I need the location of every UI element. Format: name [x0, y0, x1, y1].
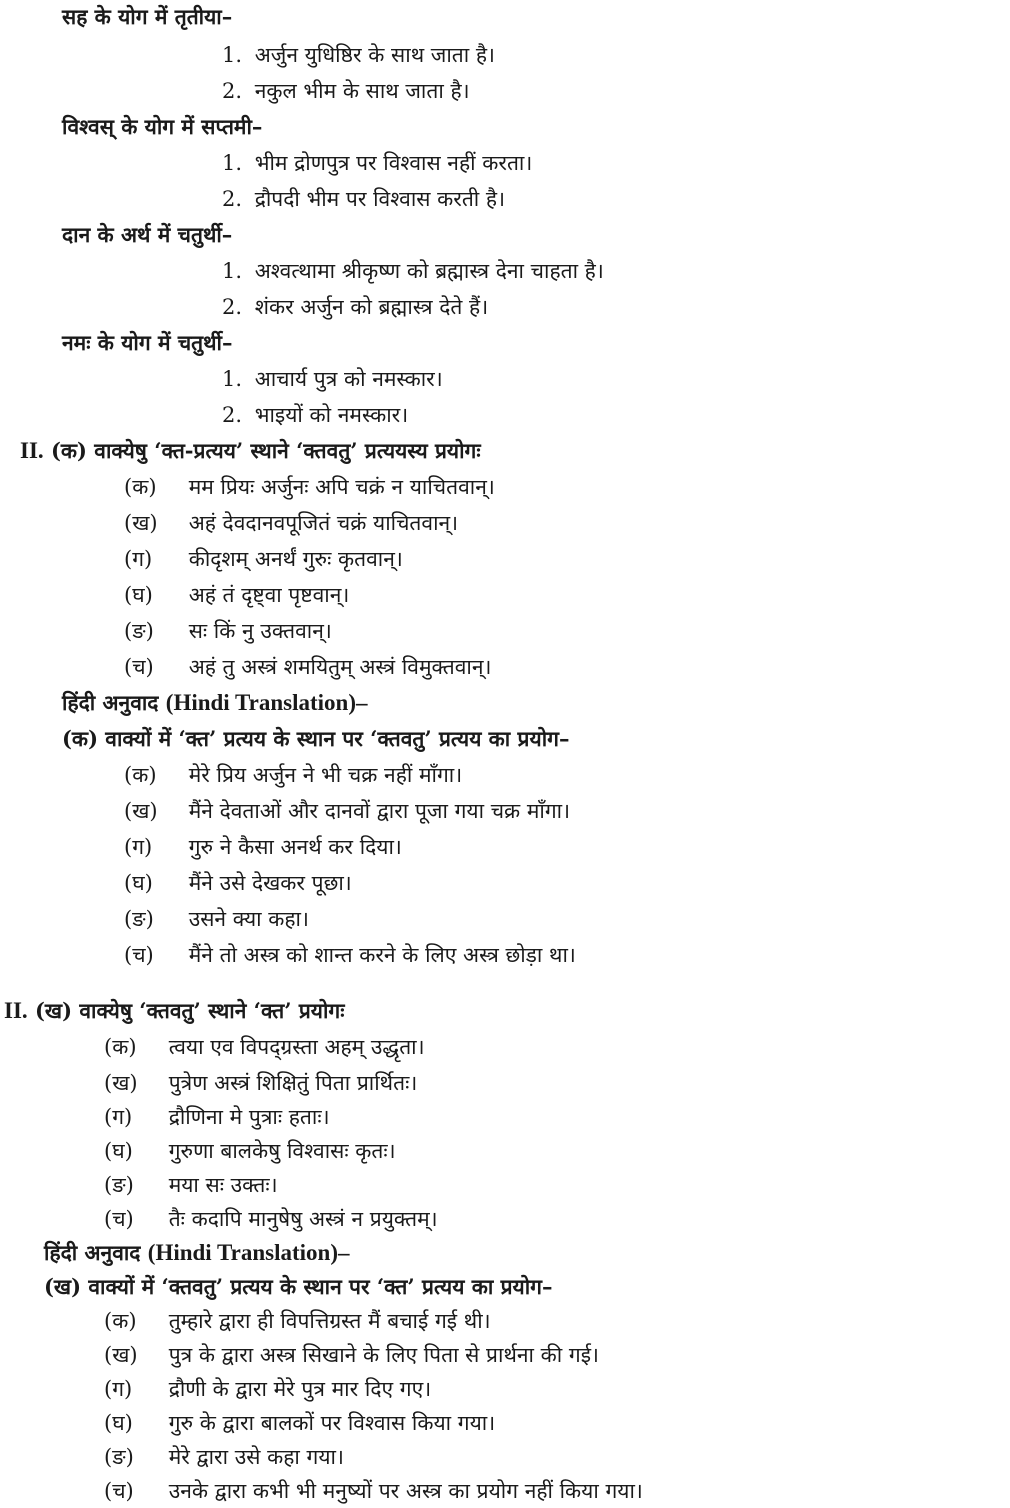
list-item: [104, 1204, 438, 1234]
item-text: तैः कदापि मानुषेषु अस्त्रं न प्रयुक्तम्।: [168, 1207, 438, 1231]
item-label: (क): [104, 1309, 137, 1333]
list-item: [124, 580, 349, 610]
item-label: (ग): [124, 835, 153, 859]
list-item: [222, 40, 495, 70]
list-item: [124, 544, 403, 574]
item-label: (ङ): [124, 907, 154, 931]
item-number: 2.: [222, 187, 243, 211]
list-item: [104, 1102, 330, 1132]
item-text: सः किं नु उक्तवान्।: [188, 619, 332, 643]
list-item: [124, 652, 491, 682]
item-text: द्रौणिना मे पुत्राः हताः।: [168, 1105, 330, 1129]
item-number: 1.: [222, 43, 243, 67]
list-item: [124, 796, 570, 826]
item-label: (ख): [124, 511, 158, 535]
list-item: [222, 148, 532, 178]
item-text: अर्जुन युधिष्ठिर के साथ जाता है।: [254, 43, 495, 67]
list-item: [104, 1340, 599, 1370]
item-text: गुरुणा बालकेषु विश्वासः कृतः।: [168, 1139, 396, 1163]
item-number: 1.: [222, 259, 243, 283]
item-text: नकुल भीम के साथ जाता है।: [254, 79, 470, 103]
list-item: [104, 1442, 344, 1472]
list-item: [124, 904, 309, 934]
item-text: द्रौपदी भीम पर विश्वास करती है।: [254, 187, 506, 211]
item-label: (च): [124, 943, 154, 967]
roman-numeral: II.: [4, 998, 28, 1023]
item-text: तुम्हारे द्वारा ही विपत्तिग्रस्त मैं बचाई गई थी।: [168, 1309, 491, 1333]
item-text: द्रौणी के द्वारा मेरे पुत्र मार दिए गए।: [168, 1377, 432, 1401]
item-text: अहं तं दृष्ट्वा पृष्टवान्।: [188, 583, 350, 607]
item-number: 1.: [222, 367, 243, 391]
item-label: (च): [124, 655, 154, 679]
part-heading-text: (क) वाक्येषु ‘क्त-प्रत्यय’ स्थाने ‘क्तवतु’ प्रत्ययस्य प्रयोगः: [50, 438, 481, 463]
item-text: अहं देवदानवपूजितं चक्रं याचितवान्।: [188, 511, 459, 535]
item-label: (घ): [104, 1139, 133, 1163]
part-heading: [4, 996, 344, 1026]
list-item: [104, 1068, 417, 1098]
item-text: अहं तु अस्त्रं शमयितुम् अस्त्रं विमुक्तवान्।: [188, 655, 492, 679]
item-text: गुरु के द्वारा बालकों पर विश्वास किया गया।: [168, 1411, 496, 1435]
list-item: [104, 1306, 491, 1336]
section-heading: दान के अर्थ में चतुर्थी–: [62, 222, 233, 247]
item-text: मेरे द्वारा उसे कहा गया।: [168, 1445, 344, 1469]
list-item: [124, 868, 352, 898]
translation-title-hindi: हिंदी अनुवाद: [62, 690, 159, 715]
item-label: (ग): [104, 1377, 133, 1401]
list-item: [104, 1136, 396, 1166]
item-number: 2.: [222, 79, 243, 103]
list-item: [222, 400, 408, 430]
list-item: [104, 1476, 643, 1506]
list-item: [222, 256, 604, 286]
list-item: [222, 292, 488, 322]
item-text: मैंने उसे देखकर पूछा।: [188, 871, 352, 895]
list-item: [104, 1032, 425, 1062]
item-text: पुत्र के द्वारा अस्त्र सिखाने के लिए पिता से प्रार्थना की गई।: [168, 1343, 599, 1367]
list-item: [104, 1408, 495, 1438]
item-text: त्वया एव विपद्ग्रस्ता अहम् उद्धृता।: [168, 1035, 425, 1059]
item-label: (ग): [104, 1105, 133, 1129]
list-item: [124, 940, 576, 970]
section-heading: विश्वस् के योग में सप्तमी–: [62, 114, 263, 139]
list-item: [124, 832, 402, 862]
translation-title: [62, 688, 368, 718]
list-item: [124, 616, 332, 646]
item-text: गुरु ने कैसा अनर्थ कर दिया।: [188, 835, 402, 859]
item-label: (घ): [124, 583, 153, 607]
roman-numeral: II.: [20, 438, 44, 463]
item-text: मम प्रियः अर्जुनः अपि चक्रं न याचितवान्।: [188, 475, 495, 499]
item-text: पुत्रेण अस्त्रं शिक्षितुं पिता प्रार्थितः।: [168, 1071, 418, 1095]
item-label: (ग): [124, 547, 153, 571]
item-label: (क): [104, 1035, 137, 1059]
item-text: कीदृशम् अनर्थं गुरुः कृतवान्।: [188, 547, 403, 571]
translation-title-english: (Hindi Translation)–: [165, 690, 368, 715]
item-label: (ङ): [124, 619, 154, 643]
item-text: मैंने देवताओं और दानवों द्वारा पूजा गया चक्र माँगा।: [188, 799, 571, 823]
item-label: (ङ): [104, 1173, 134, 1197]
list-item: [222, 364, 443, 394]
item-number: 2.: [222, 403, 243, 427]
list-item: [124, 472, 495, 502]
list-item: [104, 1374, 431, 1404]
item-text: मेरे प्रिय अर्जुन ने भी चक्र नहीं माँगा।: [188, 763, 463, 787]
translation-title-english: (Hindi Translation)–: [147, 1240, 350, 1265]
translation-title-hindi: हिंदी अनुवाद: [44, 1240, 141, 1265]
item-label: (क): [124, 475, 157, 499]
item-label: (च): [104, 1479, 134, 1503]
list-item: [222, 76, 470, 106]
item-text: अश्वत्थामा श्रीकृष्ण को ब्रह्मास्त्र देना चाहता है।: [254, 259, 604, 283]
item-label: (घ): [104, 1411, 133, 1435]
section-heading: नमः के योग में चतुर्थी–: [62, 330, 233, 355]
list-item: [104, 1170, 278, 1200]
translation-title: [44, 1238, 350, 1268]
item-label: (च): [104, 1207, 134, 1231]
item-text: मैंने तो अस्त्र को शान्त करने के लिए अस्त्र छोड़ा था।: [188, 943, 576, 967]
item-text: शंकर अर्जुन को ब्रह्मास्त्र देते हैं।: [254, 295, 489, 319]
part-heading-text: (ख) वाक्येषु ‘क्तवतु’ स्थाने ‘क्त’ प्रयोगः: [34, 998, 345, 1023]
translation-heading: (ख) वाक्यों में ‘क्तवतु’ प्रत्यय के स्थान पर ‘क्त’ प्रत्यय का प्रयोग–: [44, 1274, 553, 1299]
item-label: (घ): [124, 871, 153, 895]
item-label: (ङ): [104, 1445, 134, 1469]
item-label: (ख): [104, 1343, 138, 1367]
section-heading: सह के योग में तृतीया–: [62, 4, 233, 29]
item-label: (ख): [104, 1071, 138, 1095]
item-text: आचार्य पुत्र को नमस्कार।: [254, 367, 443, 391]
item-text: उसने क्या कहा।: [188, 907, 309, 931]
item-text: उनके द्वारा कभी भी मनुष्यों पर अस्त्र का प्रयोग नहीं किया गया।: [168, 1479, 643, 1503]
item-label: (ख): [124, 799, 158, 823]
list-item: [222, 184, 505, 214]
item-number: 1.: [222, 151, 243, 175]
translation-heading: (क) वाक्यों में ‘क्त’ प्रत्यय के स्थान पर ‘क्तवतु’ प्रत्यय का प्रयोग–: [62, 726, 570, 751]
list-item: [124, 760, 462, 790]
item-text: भीम द्रोणपुत्र पर विश्वास नहीं करता।: [254, 151, 533, 175]
item-label: (क): [124, 763, 157, 787]
item-text: मया सः उक्तः।: [168, 1173, 278, 1197]
item-number: 2.: [222, 295, 243, 319]
part-heading: [20, 436, 481, 466]
list-item: [124, 508, 458, 538]
item-text: भाइयों को नमस्कार।: [254, 403, 409, 427]
